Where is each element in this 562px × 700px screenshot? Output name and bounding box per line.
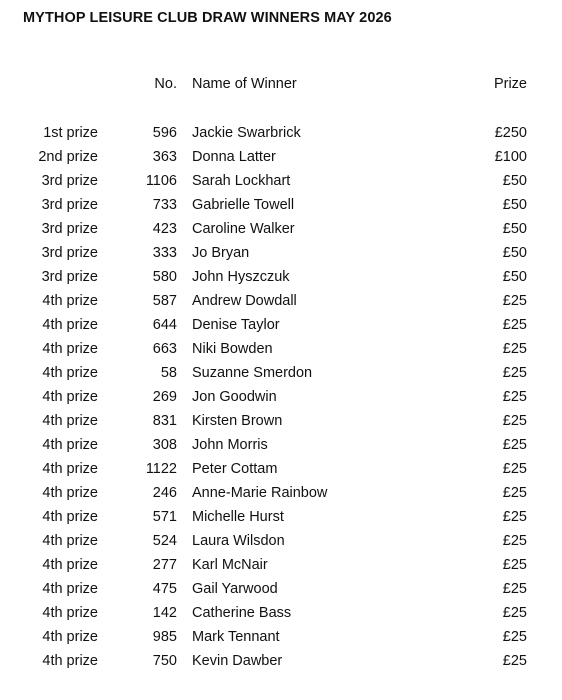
ticket-number: 587: [152, 293, 177, 309]
winner-name: Niki Bowden: [192, 341, 273, 357]
winner-name: Kevin Dawber: [192, 653, 283, 669]
winner-name: Peter Cottam: [192, 461, 278, 477]
prize-rank: 3rd prize: [41, 245, 98, 261]
ticket-number: 308: [152, 437, 177, 453]
prize-amount: £25: [502, 509, 527, 525]
table-row: [0, 651, 562, 675]
table-row: [0, 411, 562, 435]
prize-amount: £25: [502, 485, 527, 501]
prize-amount: £25: [502, 365, 527, 381]
ticket-number: 333: [152, 245, 177, 261]
winner-name: Denise Taylor: [192, 317, 280, 333]
ticket-number: 985: [152, 629, 177, 645]
winner-name: Caroline Walker: [192, 221, 295, 237]
ticket-number: 142: [152, 605, 177, 621]
prize-amount: £25: [502, 317, 527, 333]
prize-rank: 3rd prize: [41, 197, 98, 213]
table-row: [0, 435, 562, 459]
prize-rank: 4th prize: [42, 581, 98, 597]
winner-name: Jo Bryan: [192, 245, 250, 261]
ticket-number: 571: [152, 509, 177, 525]
prize-rank: 3rd prize: [41, 173, 98, 189]
prize-rank: 4th prize: [42, 533, 98, 549]
winner-name: John Morris: [192, 437, 268, 453]
ticket-number: 831: [152, 413, 177, 429]
header-number: No.: [154, 76, 177, 92]
prize-amount: £25: [502, 533, 527, 549]
winner-name: Sarah Lockhart: [192, 173, 291, 189]
ticket-number: 277: [152, 557, 177, 573]
ticket-number: 1122: [145, 461, 177, 477]
table-row: [0, 315, 562, 339]
winner-name: Catherine Bass: [192, 605, 292, 621]
ticket-number: 733: [152, 197, 177, 213]
winner-name: Gail Yarwood: [192, 581, 278, 597]
ticket-number: 58: [160, 365, 177, 381]
table-row: [0, 387, 562, 411]
winner-name: Donna Latter: [192, 149, 276, 165]
table-row: [0, 483, 562, 507]
prize-amount: £25: [502, 557, 527, 573]
ticket-number: 596: [152, 125, 177, 141]
table-row: [0, 123, 562, 147]
prize-rank: 4th prize: [42, 557, 98, 573]
table-row: [0, 147, 562, 171]
table-row: [0, 339, 562, 363]
ticket-number: 269: [152, 389, 177, 405]
prize-amount: £25: [502, 629, 527, 645]
winner-name: Laura Wilsdon: [192, 533, 285, 549]
prize-rank: 4th prize: [42, 605, 98, 621]
table-header: [0, 76, 562, 96]
table-row: [0, 579, 562, 603]
prize-rank: 4th prize: [42, 653, 98, 669]
prize-amount: £25: [502, 653, 527, 669]
table-row: [0, 243, 562, 267]
prize-amount: £50: [502, 269, 527, 285]
prize-rank: 4th prize: [42, 317, 98, 333]
prize-rank: 4th prize: [42, 509, 98, 525]
prize-amount: £25: [502, 437, 527, 453]
winner-name: Mark Tennant: [192, 629, 280, 645]
table-row: [0, 627, 562, 651]
winner-name: John Hyszczuk: [192, 269, 290, 285]
prize-rank: 4th prize: [42, 293, 98, 309]
ticket-number: 644: [152, 317, 177, 333]
winner-name: Andrew Dowdall: [192, 293, 297, 309]
header-name: Name of Winner: [192, 76, 297, 92]
prize-amount: £50: [502, 173, 527, 189]
prize-rank: 3rd prize: [41, 269, 98, 285]
winner-name: Michelle Hurst: [192, 509, 284, 525]
prize-rank: 4th prize: [42, 389, 98, 405]
ticket-number: 663: [152, 341, 177, 357]
ticket-number: 580: [152, 269, 177, 285]
table-row: [0, 363, 562, 387]
prize-rank: 4th prize: [42, 437, 98, 453]
prize-amount: £50: [502, 197, 527, 213]
table-row: [0, 603, 562, 627]
table-row: [0, 171, 562, 195]
prize-amount: £100: [494, 149, 527, 165]
ticket-number: 750: [152, 653, 177, 669]
prize-amount: £25: [502, 461, 527, 477]
table-row: [0, 291, 562, 315]
table-row: [0, 195, 562, 219]
prize-amount: £25: [502, 605, 527, 621]
table-row: [0, 219, 562, 243]
page-title: MYTHOP LEISURE CLUB DRAW WINNERS MAY 2026: [23, 10, 392, 26]
ticket-number: 423: [152, 221, 177, 237]
table-row: [0, 555, 562, 579]
prize-rank: 4th prize: [42, 485, 98, 501]
ticket-number: 475: [152, 581, 177, 597]
prize-amount: £250: [494, 125, 527, 141]
winners-table: [0, 123, 562, 675]
prize-rank: 4th prize: [42, 341, 98, 357]
prize-rank: 4th prize: [42, 365, 98, 381]
prize-amount: £50: [502, 221, 527, 237]
table-row: [0, 267, 562, 291]
prize-amount: £25: [502, 581, 527, 597]
winner-name: Karl McNair: [192, 557, 268, 573]
winner-name: Gabrielle Towell: [192, 197, 295, 213]
table-row: [0, 459, 562, 483]
table-row: [0, 531, 562, 555]
prize-amount: £25: [502, 293, 527, 309]
prize-rank: 4th prize: [42, 629, 98, 645]
ticket-number: 246: [152, 485, 177, 501]
winner-name: Jackie Swarbrick: [192, 125, 301, 141]
prize-rank: 2nd prize: [38, 149, 98, 165]
prize-rank: 1st prize: [43, 125, 98, 141]
winner-name: Suzanne Smerdon: [192, 365, 313, 381]
header-prize: Prize: [493, 76, 527, 92]
prize-amount: £50: [502, 245, 527, 261]
winner-name: Kirsten Brown: [192, 413, 283, 429]
winner-name: Anne-Marie Rainbow: [192, 485, 328, 501]
table-row: [0, 507, 562, 531]
prize-rank: 4th prize: [42, 461, 98, 477]
ticket-number: 524: [152, 533, 177, 549]
ticket-number: 1106: [145, 173, 177, 189]
winner-name: Jon Goodwin: [192, 389, 277, 405]
prize-amount: £25: [502, 341, 527, 357]
prize-rank: 4th prize: [42, 413, 98, 429]
ticket-number: 363: [152, 149, 177, 165]
prize-amount: £25: [502, 389, 527, 405]
prize-amount: £25: [502, 413, 527, 429]
prize-rank: 3rd prize: [41, 221, 98, 237]
